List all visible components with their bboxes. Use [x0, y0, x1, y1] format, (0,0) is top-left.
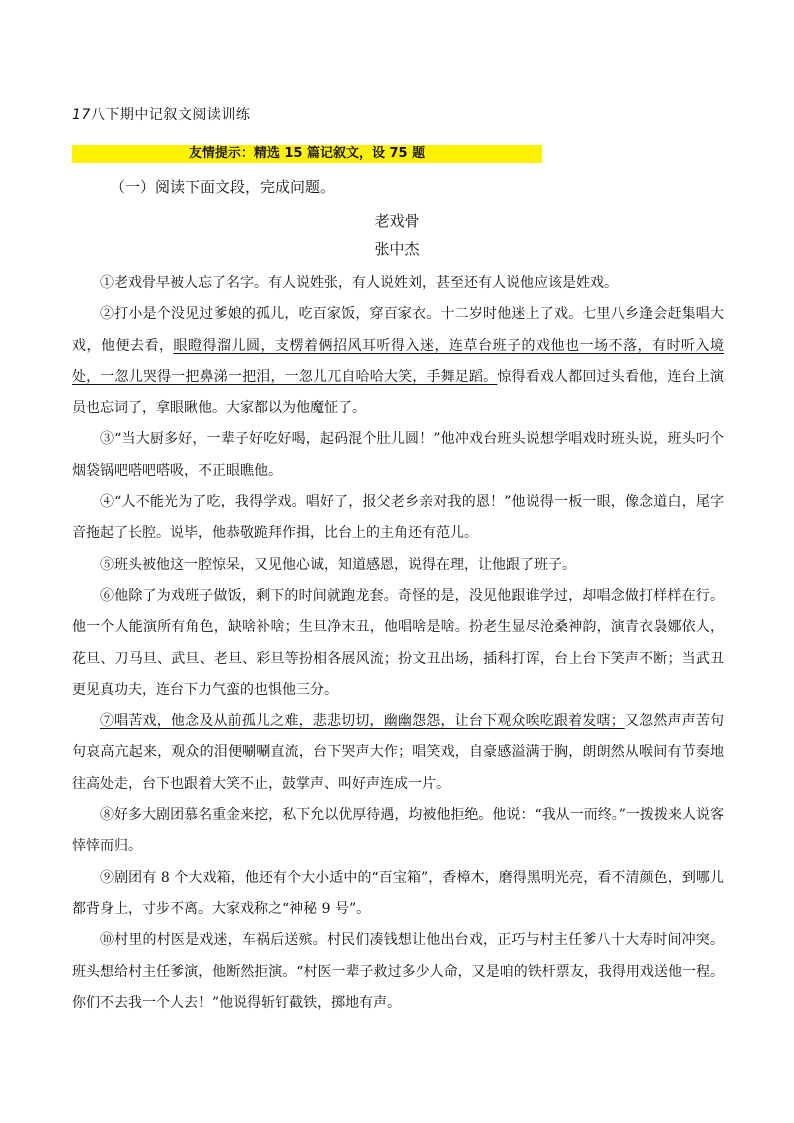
header-number: 17 — [72, 107, 91, 123]
paragraph-7-underlined: ⑦唱苦戏，他念及从前孤儿之难，悲悲切切，幽幽怨怨，让台下观众唉吃跟着发嗐； — [100, 713, 625, 730]
paragraph-10: ⑩村里的村医是戏迷，车祸后送殡。村民们凑钱想让他出台戏，正巧与村主任爹八十大寿时间冲突。班头想给村主任爹演，他断然拒演。“村医一辈子救过多少人命，又是咱的铁杆票友，我得用戏送他一程。你们不去我一个人去！”他说得斩钉截铁，掷地有声。 — [72, 932, 724, 1011]
page-header — [72, 104, 250, 124]
article-body — [72, 268, 724, 1019]
paragraph-2 — [72, 299, 724, 424]
paragraph-8: ⑧好多大剧团慕名重金来挖，私下允以优厚待遇，均被他拒绝。他说：“我从一而终。”一拨拨来人说客悻悻而归。 — [72, 807, 724, 855]
paragraph-5: ⑤班头被他这一腔惊呆，又见他心诚，知道感恩，说得在理，让他跟了班子。 — [100, 556, 576, 573]
section-heading: （一）阅读下面文段，完成问题。 — [110, 178, 336, 196]
paragraph-9: ⑨剧团有 8 个大戏箱，他还有个大小适中的“百宝箱”，香樟木，磨得黑明光亮，看不清颜色，到哪儿都背身上，寸步不离。大家戏称之“神秘 9 号”。 — [72, 869, 724, 917]
tip-banner: 友情提示：精选 15 篇记叙文，设 75 题 — [72, 145, 542, 163]
paragraph-3: ③“当大厨多好，一辈子好吃好喝，起码混个肚儿圆！”他冲戏台班头说想学唱戏时班头说，班头叼个烟袋锅吧嗒吧嗒吸，不正眼瞧他。 — [72, 431, 724, 479]
paragraph-6: ⑥他除了为戏班子做饭，剩下的时间就跑龙套。奇怪的是，没见他跟谁学过，却唱念做打样样在行。他一个人能演所有角色，缺啥补啥；生旦净末丑，他唱啥是啥。扮老生显尽沧桑神韵，演青衣袅娜依人，花旦、刀马旦、武旦、老旦、彩旦等扮相各展风流；扮文丑出场，插科打诨，台上台下笑声不断；当武丑更见真功夫，连台下力气蛮的也惧他三分。 — [72, 587, 724, 698]
paragraph-2-text: ②打小是个没见过爹娘的孤儿，吃百家饭，穿百家衣。十二岁时他迷上了戏。七里八乡逢会赶集唱大戏，他便去看， — [72, 306, 724, 354]
header-text: 八下期中记叙文阅读训练 — [90, 107, 251, 123]
paragraph-4: ④“人不能光为了吃，我得学戏。唱好了，报父老乡亲对我的恩！”他说得一板一眼，像念道白，尾字音拖起了长腔。说毕，他恭敬跪拜作揖，比台上的主角还有范儿。 — [72, 494, 724, 542]
paragraph-7-text: 又忽然声声苦句句哀高亢起来，观众的泪便唰唰直流，台下哭声大作；唱笑戏，自豪感溢满于胸，朗朗然从喉间有节奏地往高处走，台下也跟着大笑不止，鼓掌声、叫好声连成一片。 — [72, 713, 725, 792]
paragraph-1: ①老戏骨早被人忘了名字。有人说姓张，有人说姓刘，甚至还有人说他应该是姓戏。 — [100, 275, 618, 291]
article-author: 张中杰 — [374, 240, 420, 258]
paragraph-7 — [72, 706, 724, 800]
article-title: 老戏骨 — [374, 212, 420, 230]
paragraph-2-underlined: 眼瞪得溜儿圆，支楞着俩招风耳听得入迷，连草台班子的戏他也一场不落，有时听入境处，一忽儿哭得一把鼻涕一把泪，一忽儿兀自哈哈大笑，手舞足蹈。 — [72, 337, 724, 385]
paragraph-2-tail: 惊得看戏人都回过头看他，连台上演员也忘词了，拿眼瞅他。大家都以为他魔怔了。 — [72, 368, 725, 417]
